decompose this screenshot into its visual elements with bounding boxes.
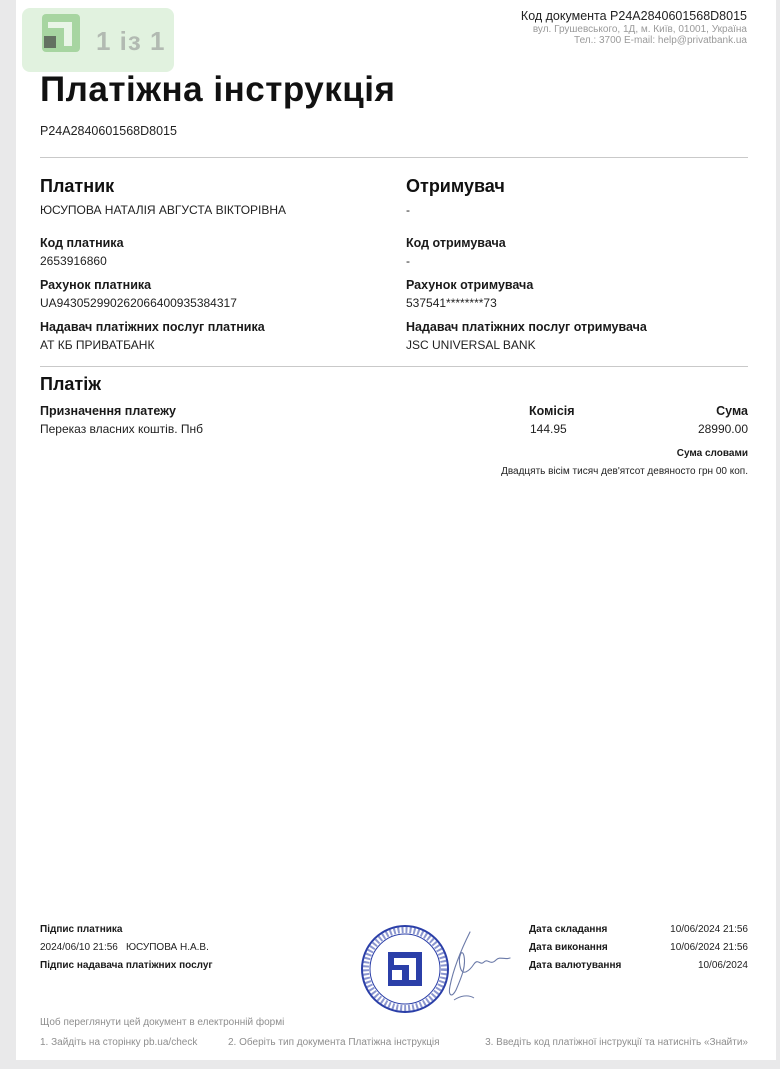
recipient-account: 537541********73 [406, 296, 497, 310]
value-date-label: Дата валютування [529, 960, 622, 971]
recipient-name: - [406, 203, 410, 217]
footer-step-3: 3. Введіть код платіжної інструкції та натисніть «Знайти» [485, 1037, 748, 1048]
footer-step-1: 1. Зайдіть на сторінку pb.ua/check [40, 1037, 198, 1048]
recipient-account-label: Рахунок отримувача [406, 278, 534, 292]
payer-account-label: Рахунок платника [40, 278, 152, 292]
document-number: P24A2840601568D8015 [40, 124, 177, 138]
payment-purpose: Переказ власних коштів. Пнб [40, 422, 203, 436]
document-page [16, 0, 776, 1060]
created-date-label: Дата складання [529, 924, 608, 935]
bank-contacts: Тел.: 3700 E-mail: help@privatbank.ua [574, 35, 747, 46]
recipient-code-label: Код отримувача [406, 236, 506, 250]
document-title: Платіжна інструкція [40, 70, 396, 109]
payer-provider-label: Надавач платіжних послуг платника [40, 320, 265, 334]
bank-address: вул. Грушевського, 1Д, м. Київ, 01001, Україна [532, 24, 747, 35]
value-date: 10/06/2024 [697, 960, 748, 971]
payment-purpose-label: Призначення платежу [40, 404, 176, 418]
privatbank-logo-icon [42, 14, 82, 52]
payer-signature-name: ЮСУПОВА Н.А.В. [126, 942, 209, 953]
payer-name: ЮСУПОВА НАТАЛІЯ АВГУСТА ВІКТОРІВНА [40, 203, 287, 217]
executed-date: 10/06/2024 21:56 [670, 942, 748, 953]
created-date: 10/06/2024 21:56 [670, 924, 748, 935]
payer-signature-date: 2024/06/10 21:56 [40, 942, 118, 953]
recipient-provider: JSC UNIVERSAL BANK [406, 338, 536, 352]
divider [40, 157, 748, 158]
payer-signature-label: Підпис платника [40, 924, 123, 935]
page-counter-text: 1 із 1 [96, 26, 166, 56]
payer-heading: Платник [40, 176, 115, 196]
commission-value: 144.95 [530, 422, 567, 436]
amount-value: 28990.00 [697, 422, 748, 436]
provider-signature-label: Підпис надавача платіжних послуг [40, 960, 213, 971]
payer-account: UA943052990262066400935384317 [40, 296, 237, 310]
amount-label: Сума [716, 404, 748, 418]
executed-date-label: Дата виконання [529, 942, 608, 953]
commission-label: Комісія [529, 404, 575, 418]
payment-heading: Платіж [40, 374, 101, 394]
divider [40, 366, 748, 367]
handwritten-signature-icon [440, 926, 520, 1008]
amount-words-label: Сума словами [676, 448, 748, 459]
footer-intro: Щоб переглянути цей документ в електронній формі [40, 1017, 285, 1028]
recipient-heading: Отримувач [406, 176, 505, 196]
amount-words: Двадцять вісім тисяч дев'ятсот девяносто грн 00 коп. [501, 466, 748, 477]
recipient-provider-label: Надавач платіжних послуг отримувача [406, 320, 647, 334]
document-code-header: Код документа P24A2840601568D8015 [520, 9, 747, 23]
payer-code: 2653916860 [40, 254, 107, 268]
payer-code-label: Код платника [40, 236, 124, 250]
footer-step-2: 2. Оберіть тип документа Платіжна інструкція [228, 1037, 440, 1048]
recipient-code: - [406, 254, 410, 268]
bank-stamp-icon [360, 924, 450, 1014]
payer-provider: АТ КБ ПРИВАТБАНК [40, 338, 155, 352]
